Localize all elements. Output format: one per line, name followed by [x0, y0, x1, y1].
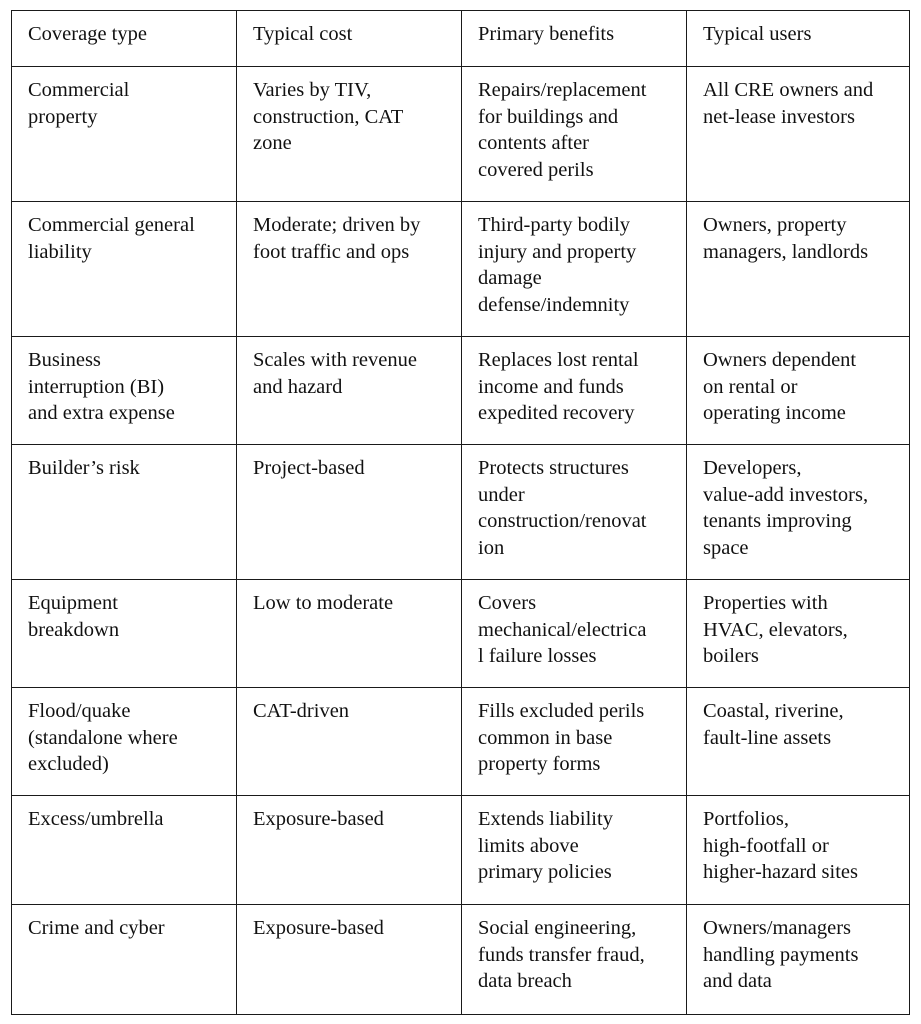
cell-coverage: Equipment breakdown [12, 580, 237, 688]
cell-cost: Low to moderate [237, 580, 462, 688]
cell-cost: Exposure-based [237, 905, 462, 1015]
cell-cost: Exposure-based [237, 796, 462, 905]
cell-benefits: Covers mechanical/electrica l failure losses [462, 580, 687, 688]
cell-cost: CAT-driven [237, 688, 462, 796]
table-row [12, 796, 910, 905]
cell-coverage: Flood/quake (standalone where excluded) [12, 688, 237, 796]
table-row [12, 202, 910, 337]
cell-cost: Moderate; driven by foot traffic and ops [237, 202, 462, 337]
table-row [12, 445, 910, 580]
cell-users: Owners dependent on rental or operating income [687, 337, 910, 445]
table-row [12, 688, 910, 796]
cell-users: All CRE owners and net-lease investors [687, 67, 910, 202]
table-row [12, 905, 910, 1015]
cell-benefits: Fills excluded perils common in base property forms [462, 688, 687, 796]
cell-cost: Scales with revenue and hazard [237, 337, 462, 445]
cell-cost: Project-based [237, 445, 462, 580]
cell-benefits: Repairs/replacement for buildings and contents after covered perils [462, 67, 687, 202]
cell-users: Properties with HVAC, elevators, boilers [687, 580, 910, 688]
cell-users: Coastal, riverine, fault-line assets [687, 688, 910, 796]
cell-cost: Varies by TIV, construction, CAT zone [237, 67, 462, 202]
table-row [12, 67, 910, 202]
table-row [12, 337, 910, 445]
header-typical-cost: Typical cost [237, 11, 462, 67]
cell-benefits: Replaces lost rental income and funds expedited recovery [462, 337, 687, 445]
cell-coverage: Excess/umbrella [12, 796, 237, 905]
coverage-table [11, 10, 910, 1015]
cell-users: Developers, value-add investors, tenants improving space [687, 445, 910, 580]
cell-coverage: Commercial general liability [12, 202, 237, 337]
header-typical-users: Typical users [687, 11, 910, 67]
table-header-row [12, 11, 910, 67]
cell-benefits: Social engineering, funds transfer fraud, data breach [462, 905, 687, 1015]
cell-benefits: Third-party bodily injury and property damage defense/indemnity [462, 202, 687, 337]
cell-benefits: Extends liability limits above primary policies [462, 796, 687, 905]
cell-benefits: Protects structures under construction/renovat ion [462, 445, 687, 580]
header-primary-benefits: Primary benefits [462, 11, 687, 67]
cell-users: Owners/managers handling payments and data [687, 905, 910, 1015]
cell-coverage: Commercial property [12, 67, 237, 202]
cell-coverage: Crime and cyber [12, 905, 237, 1015]
table-row [12, 580, 910, 688]
cell-coverage: Business interruption (BI) and extra expense [12, 337, 237, 445]
cell-users: Owners, property managers, landlords [687, 202, 910, 337]
header-coverage-type: Coverage type [12, 11, 237, 67]
cell-coverage: Builder’s risk [12, 445, 237, 580]
cell-users: Portfolios, high-footfall or higher-hazard sites [687, 796, 910, 905]
